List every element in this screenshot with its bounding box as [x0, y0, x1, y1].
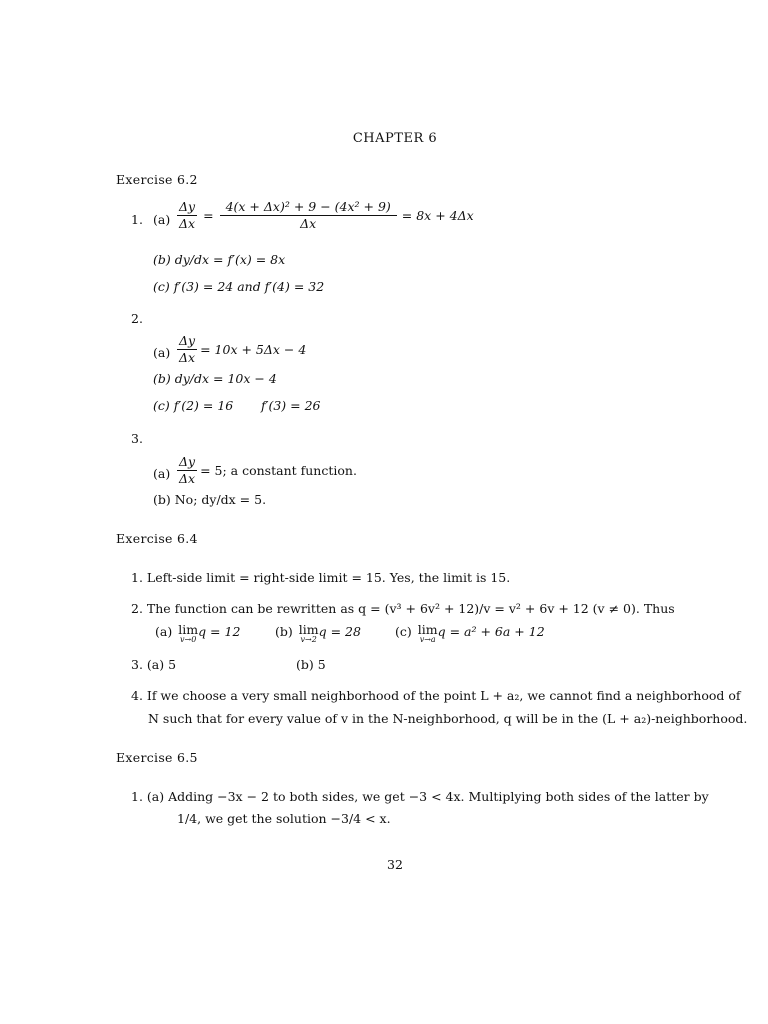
ex62-q1a-equation — [174, 200, 474, 231]
fraction-denominator: Δx — [179, 350, 196, 365]
ex62-q2b: (b) dy/dx = 10x − 4 — [153, 371, 277, 386]
fraction-denominator: Δx — [179, 216, 196, 231]
ex65-q1-line1: 1. (a) Adding −3x − 2 to both sides, we get −3 < 4x. Multiplying both sides of the latter by — [131, 789, 709, 804]
equation-result: = 10x + 5Δx − 4 — [200, 342, 307, 357]
fraction-dy-dx — [177, 455, 197, 486]
ex62-q3a-label: (a) — [153, 466, 171, 481]
ex64-q2-part-b — [275, 624, 361, 644]
limit-text: lim — [178, 622, 199, 637]
ex64-q2-part-a — [155, 624, 240, 644]
limit-text: lim — [298, 622, 319, 637]
limit-operator — [418, 624, 438, 644]
fraction-numerator: 4(x + Δx)² + 9 − (4x² + 9) — [220, 200, 397, 216]
equation-result: = 8x + 4Δx — [401, 208, 474, 223]
ex64-q3-part-b: (b) 5 — [296, 657, 326, 672]
ex64-q3-part-a: 3. (a) 5 — [131, 657, 177, 672]
ex62-q1a-label: (a) — [153, 212, 171, 227]
ex64-q1: 1. Left-side limit = right-side limit = 15. Yes, the limit is 15. — [131, 570, 511, 585]
ex64-q4-line2: N such that for every value of v in the N-neighborhood, q will be in the (L + a₂)-neighborhood. — [148, 711, 748, 726]
exercise-6-5-heading: Exercise 6.5 — [116, 750, 198, 765]
ex62-q2a-equation — [174, 334, 306, 365]
limit-subscript: v→2 — [300, 635, 317, 644]
ex62-q1b: (b) dy/dx = f′(x) = 8x — [153, 252, 286, 267]
chapter-title: CHAPTER 6 — [352, 131, 438, 146]
limit-operator — [178, 624, 198, 644]
equation-result: = 5; a constant function. — [200, 463, 357, 478]
ex62-q2c-part2: f′(3) = 26 — [261, 398, 321, 413]
limit-operator — [299, 624, 319, 644]
ex62-q2-number: 2. — [131, 311, 143, 326]
exercise-6-2-heading: Exercise 6.2 — [116, 172, 198, 187]
fraction-numerator: Δy — [179, 333, 196, 348]
limit-expression: q = 28 — [318, 624, 361, 639]
fraction-difference-quotient — [220, 200, 397, 231]
ex62-q3-number: 3. — [131, 431, 143, 446]
limit-subscript: v→a — [419, 635, 436, 644]
equals-sign: = — [203, 208, 214, 223]
ex62-q1c: (c) f′(3) = 24 and f′(4) = 32 — [153, 279, 325, 294]
fraction-denominator: Δx — [179, 471, 196, 486]
limit-subscript: v→0 — [179, 635, 197, 644]
ex65-q1-line2: 1/4, we get the solution −3/4 < x. — [177, 811, 391, 826]
ex62-q3a-equation — [174, 455, 357, 486]
ex64-q2-part-c — [395, 624, 545, 644]
fraction-numerator: Δy — [179, 199, 196, 214]
fraction-dy-dx — [177, 334, 197, 365]
ex62-q2c-part1: (c) f′(2) = 16 — [153, 398, 234, 413]
part-label: (a) — [155, 624, 173, 639]
fraction-dy-dx — [177, 200, 197, 231]
exercise-6-4-heading: Exercise 6.4 — [116, 531, 198, 546]
ex64-q4-line1: 4. If we choose a very small neighborhood of the point L + a₂, we cannot find a neighborhood of — [131, 688, 741, 703]
limit-text: lim — [417, 622, 438, 637]
fraction-numerator: Δy — [179, 454, 196, 469]
part-label: (c) — [395, 624, 412, 639]
limit-expression: q = a² + 6a + 12 — [437, 624, 545, 639]
ex62-q3b: (b) No; dy/dx = 5. — [153, 492, 267, 507]
limit-expression: q = 12 — [198, 624, 241, 639]
fraction-denominator: Δx — [300, 216, 317, 231]
page-number: 32 — [387, 857, 403, 872]
ex62-q2a-label: (a) — [153, 345, 171, 360]
part-label: (b) — [275, 624, 293, 639]
ex62-q1-number: 1. — [131, 212, 143, 227]
ex64-q2: 2. The function can be rewritten as q = (v³ + 6v² + 12)/v = v² + 6v + 12 (v ≠ 0). Thus — [131, 601, 675, 616]
